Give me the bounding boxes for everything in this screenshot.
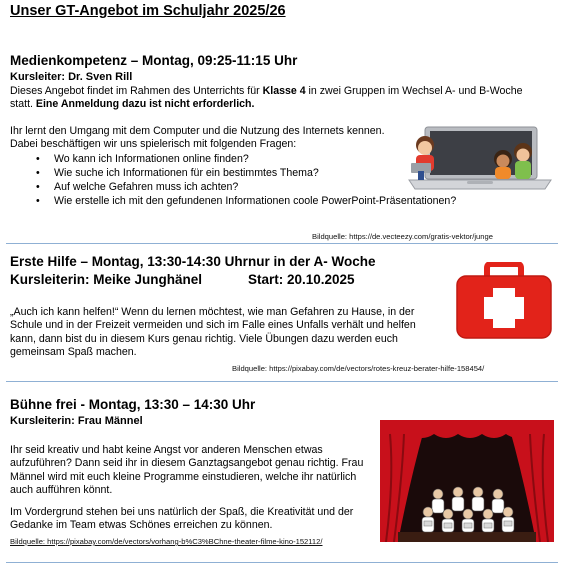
section-heading-medienkompetenz: Medienkompetenz – Montag, 09:25-11:15 Uhr xyxy=(10,53,298,68)
section-leader-erste-hilfe: Kursleiterin: Meike Junghänel xyxy=(10,272,203,287)
section-start-date: Start: 20.10.2025 xyxy=(248,272,355,287)
first-aid-kit-icon xyxy=(455,262,553,340)
list-item: • Auf welche Gefahren muss ich achten? xyxy=(10,180,456,194)
intro-bold-registration: Eine Anmeldung dazu ist nicht erforderlich. xyxy=(35,98,255,111)
theater-curtain-choir-illustration xyxy=(380,420,554,542)
section-heading-buehne-frei: Bühne frei - Montag, 13:30 – 14:30 Uhr xyxy=(10,397,256,412)
list-item: • Wie erstelle ich mit den gefundenen Informationen coole PowerPoint-Präsentationen? xyxy=(10,194,456,208)
section-leader-buehne-frei: Kursleiterin: Frau Männel xyxy=(10,415,143,427)
section-body2-buehne-frei: Im Vordergrund stehen bei uns natürlich der Spaß, die Kreativität und der Gedanke im Team etwas Schönes erreichen zu können. xyxy=(10,506,354,532)
section-divider xyxy=(6,381,558,382)
image-source-medienkompetenz: Bildquelle: https://de.vecteezy.com/gratis-vektor/junge xyxy=(312,232,493,241)
image-source-buehne-frei: Bildquelle: https://pixabay.com/de/vectors/vorhang-b%C3%BChne-theater-filme-kino-152112/ xyxy=(10,537,323,546)
intro-bold-class: Klasse 4 xyxy=(262,85,306,97)
image-source-erste-hilfe: Bildquelle: https://pixabay.com/de/vectors/rotes-kreuz-berater-hilfe-158454/ xyxy=(232,364,485,373)
section-body-buehne-frei: Ihr seid kreativ und habt keine Angst vor anderen Menschen etwas aufzuführen? Dann seid ihr in diesem Ganztagsangebot genau richtig. Frau Männel wird mit euch kleine Programme einstudieren, welche ihr natürlich auch aufführen könnt. xyxy=(10,444,364,497)
intro-text-1: Dieses Angebot findet im Rahmen des Unterrichts für xyxy=(10,85,263,97)
section-heading-erste-hilfe: Erste Hilfe – Montag, 13:30-14:30 Uhr xyxy=(10,254,248,269)
section-body-medienkompetenz: Ihr lernt den Umgang mit dem Computer und die Nutzung des Internets kennen. Dabei beschäftigen wir uns spielerisch mit folgenden Fragen: xyxy=(10,125,385,151)
intro-text-2: in zwei Gruppen im Wechsel A- und B-Woche statt. xyxy=(10,85,523,111)
question-list xyxy=(10,152,456,208)
section-divider xyxy=(6,243,558,244)
section-leader-medienkompetenz: Kursleiter: Dr. Sven Rill xyxy=(10,71,133,83)
section-week-note: nur in der A- Woche xyxy=(248,254,376,269)
page-title: Unser GT-Angebot im Schuljahr 2025/26 xyxy=(10,3,286,19)
section-divider xyxy=(6,562,558,563)
laptop-kids-illustration xyxy=(405,125,555,191)
section-body-erste-hilfe: „Auch ich kann helfen!“ Wenn du lernen möchtest, wie man Gefahren zu Hause, in der Schule und in der Freizeit vermeiden und sich im Falle eines Unfalls verhält und helfen kann, dann bist du in diesem Kurs genau richtig. Viele Übungen dazu werden euch gemeinsam Spaß machen. xyxy=(10,306,416,359)
list-item: • Wie suche ich Informationen für ein bestimmtes Thema? xyxy=(10,166,456,180)
list-item: • Wo kann ich Informationen online finden? xyxy=(10,152,456,166)
section-intro-medienkompetenz xyxy=(10,85,530,112)
